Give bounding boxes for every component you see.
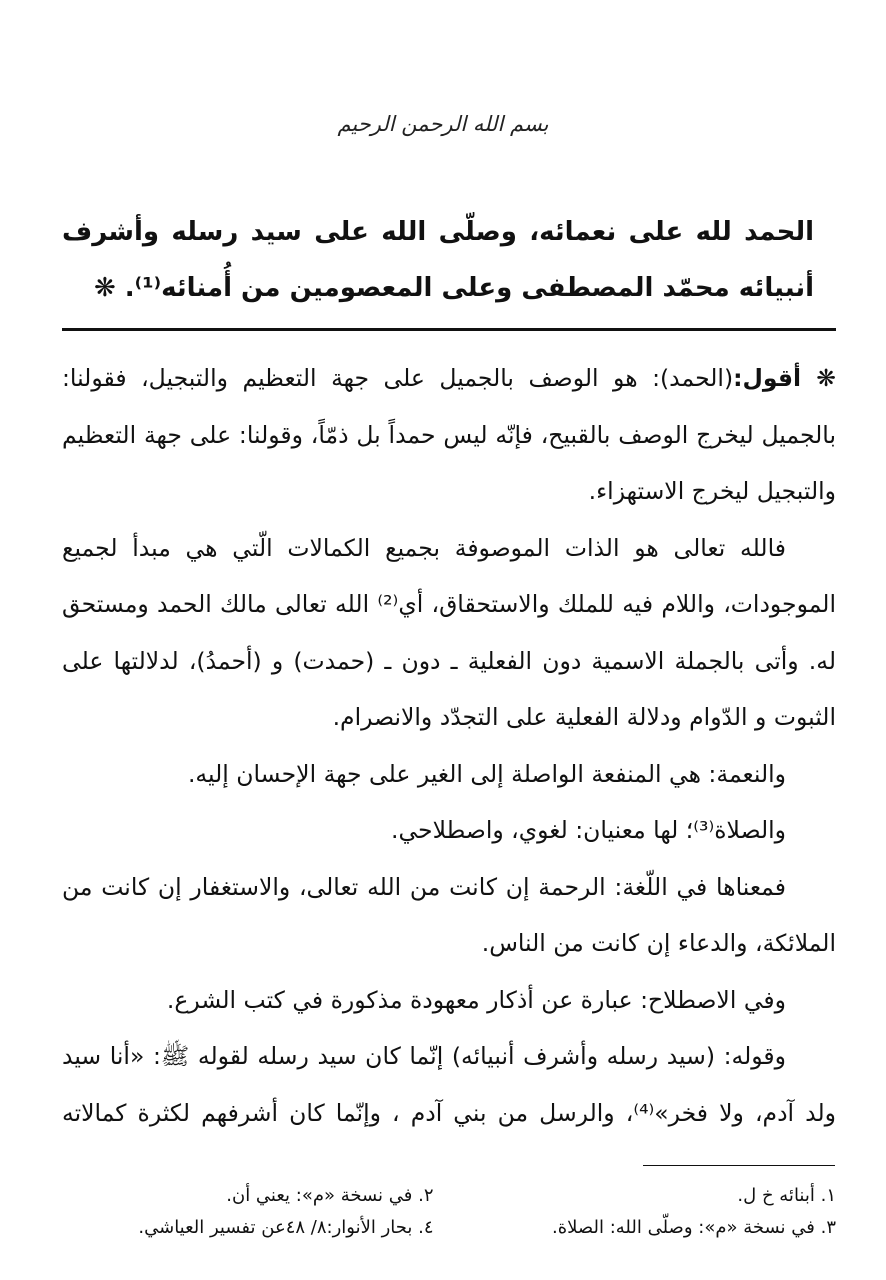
footnote-1: ١. أبنائه خ ل. bbox=[737, 1185, 836, 1206]
commentary-paragraph: وفي الاصطلاح: عبارة عن أذكار معهودة مذكورة في كتب الشرع. bbox=[166, 985, 786, 1014]
footnote-separator bbox=[643, 1165, 835, 1166]
commentary-paragraph: والصلاة⁽³⁾؛ لها معنيان: لغوي، واصطلاحي. bbox=[390, 816, 786, 844]
footnote-2: ٢. في نسخة «م»: يعني أن. bbox=[226, 1185, 434, 1206]
separator-line bbox=[62, 328, 836, 331]
footnote-row bbox=[62, 1180, 836, 1212]
footnote-3: ٣. في نسخة «م»: وصلّى الله: الصلاة. bbox=[552, 1217, 836, 1238]
commentary-paragraph bbox=[62, 350, 836, 520]
main-text: الحمد لله على نعمائه، وصلّى الله على سيد رسله وأشرف أنبيائه محمّد المصطفى وعلى المعصومين من أُمنائه⁽¹⁾. ❋ bbox=[62, 217, 814, 303]
commentary-paragraph: والنعمة: هي المنفعة الواصلة إلى الغير على جهة الإحسان إليه. bbox=[187, 759, 786, 788]
commentary-paragraph: وقوله: (سيد رسله وأشرف أنبيائه) إنّما كان سيد رسله لقوله ﷺ: «أنا سيد ولد آدم، ولا فخر»⁽⁴⁾، والرسل من بني آدم ، وإنّما كان أشرفهم لكثرة كمالاته bbox=[62, 1042, 836, 1127]
footnote-row bbox=[62, 1212, 836, 1244]
basmala-header: بسم الله الرحمن الرحيم bbox=[337, 112, 549, 136]
commentary-body bbox=[62, 350, 836, 1141]
footnotes bbox=[62, 1180, 836, 1244]
commentary-paragraph: فمعناها في اللّغة: الرحمة إن كانت من الله تعالى، والاستغفار إن كانت من الملائكة، والدعاء إن كانت من الناس. bbox=[62, 872, 836, 957]
commentary-lead: ❋ أقول: bbox=[733, 364, 836, 392]
commentary-text: (الحمد): هو الوصف بالجميل على جهة التعظيم والتبجيل، فقولنا: بالجميل ليخرج الوصف بالقبيح، فإنّه ليس حمداً بل ذمّاً، وقولنا: على جهة التعظيم والتبجيل ليخرج الاستهزاء. bbox=[62, 364, 836, 505]
footnote-4: ٤. بحار الأنوار:٨/ ٤٨عن تفسير العياشي. bbox=[138, 1217, 434, 1238]
commentary-paragraph: فالله تعالى هو الذات الموصوفة بجميع الكمالات الّتي هي مبدأ لجميع الموجودات، واللام فيه للملك والاستحقاق، أي⁽²⁾ الله تعالى مالك الحمد ومستحق له. وأتى بالجملة الاسمية دون الفعلية ـ دون ـ (حمدت) و (أحمدُ)، لدلالتها على الثبوت و الدّوام ودلالة الفعلية على التجدّد والانصرام. bbox=[62, 533, 836, 731]
